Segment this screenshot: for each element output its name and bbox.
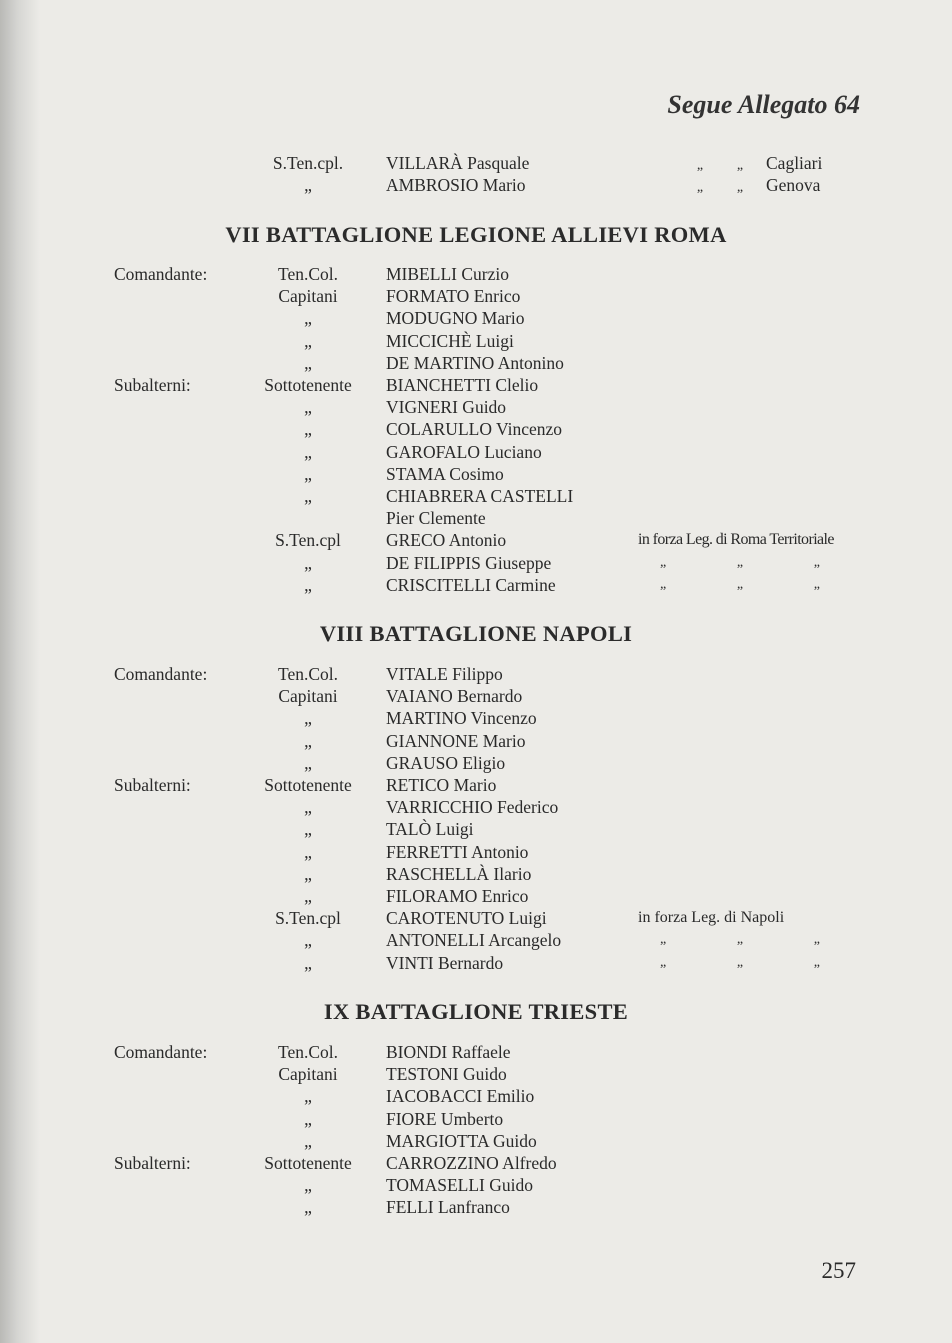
role-label: Comandante: [114,264,208,284]
ditto-mark: „ [813,955,820,970]
officer-name: DE FILIPPIS Giuseppe [386,553,552,573]
ditto-marks [660,574,820,596]
table-row [0,752,952,774]
ditto-mark: „ [813,577,820,592]
table-row [0,774,952,796]
rank: Sottotenente [264,1153,352,1173]
rank: „ [304,419,312,439]
rank: „ [304,1197,312,1217]
rank: „ [304,1109,312,1129]
table-row [0,730,952,752]
list-item [0,152,952,174]
table-row [0,863,952,885]
ditto-mark: „ [696,180,704,195]
page-header: Segue Allegato 64 [667,90,860,119]
city: Cagliari [766,153,823,173]
table-row [0,685,952,707]
table-row [0,1130,952,1152]
ditto-marks [660,952,820,974]
ditto-mark: „ [660,555,667,570]
officer-name: FILORAMO Enrico [386,886,529,906]
officer-name: FORMATO Enrico [386,286,521,306]
officer-name: CRISCITELLI Carmine [386,575,556,595]
officer-name: VILLARÀ Pasquale [386,153,530,173]
officer-name: STAMA Cosimo [386,464,504,484]
rank: Sottotenente [264,775,352,795]
officer-name: BIANCHETTI Clelio [386,375,539,395]
rank: „ [304,731,312,751]
rank: „ [304,753,312,773]
officer-name: MICCICHÈ Luigi [386,331,514,351]
rank: Capitani [278,1064,338,1084]
ditto-mark: „ [736,158,744,173]
officer-name: TOMASELLI Guido [386,1175,533,1195]
table-row [0,1174,952,1196]
table-row [0,529,952,551]
page-number: 257 [821,1258,856,1283]
rank: „ [304,397,312,417]
rank: „ [304,886,312,906]
table-row [0,463,952,485]
officer-name: CARROZZINO Alfredo [386,1153,557,1173]
officer-name: VITALE Filippo [386,664,503,684]
ditto-mark: „ [813,932,820,947]
ditto-mark: „ [736,555,744,570]
table-row [0,418,952,440]
rank: „ [304,708,312,728]
assignment-note: in forza Leg. di Roma Territoriale [638,531,834,548]
table-row [0,263,952,285]
officer-name: MARGIOTTA Guido [386,1131,537,1151]
officer-name: IACOBACCI Emilio [386,1086,535,1106]
rank: „ [304,464,312,484]
table-row [0,663,952,685]
officer-name: BIONDI Raffaele [386,1042,511,1062]
officer-name: VINTI Bernardo [386,953,504,973]
table-row [0,330,952,352]
rank: „ [304,442,312,462]
table-row [0,841,952,863]
table-row [0,374,952,396]
rank: Sottotenente [264,375,352,395]
table-row [0,1085,952,1107]
rank: „ [304,953,312,973]
table-row [0,929,952,951]
officer-name: TALÒ Luigi [386,819,474,839]
list-item [0,174,952,196]
section-heading: VIII BATTAGLIONE NAPOLI [319,621,633,646]
officer-name: GRECO Antonio [386,530,507,550]
rank: „ [304,864,312,884]
table-row [0,352,952,374]
officer-name: RETICO Mario [386,775,497,795]
ditto-marks [660,552,820,574]
table-row [0,574,952,596]
table-row [0,1041,952,1063]
assignment-note: in forza Leg. di Napoli [638,909,785,926]
officer-name: FERRETTI Antonio [386,842,529,862]
ditto-mark: „ [660,577,667,592]
ditto-mark: „ [736,955,744,970]
rank: „ [304,797,312,817]
officer-name: AMBROSIO Mario [386,175,526,195]
rank: „ [304,353,312,373]
rank: „ [304,842,312,862]
rank: Ten.Col. [277,664,339,684]
officer-name: FIORE Umberto [386,1109,504,1129]
table-row [0,707,952,729]
rank: „ [304,308,312,328]
rank: „ [304,1131,312,1151]
table-row [0,396,952,418]
table-row [0,1063,952,1085]
ditto-marks [660,929,820,951]
rank: S.Ten.cpl [275,530,341,550]
officer-name: VAIANO Bernardo [386,686,523,706]
ditto-mark: „ [736,180,744,195]
table-row [0,907,952,929]
role-label: Subalterni: [114,775,191,795]
city: Genova [766,175,821,195]
table-row [0,1152,952,1174]
section-heading: IX BATTAGLIONE TRIESTE [323,999,629,1024]
rank: „ [304,175,312,195]
officer-name: CHIABRERA CASTELLI [386,486,574,506]
rank: „ [304,1175,312,1195]
officer-name: MARTINO Vincenzo [386,708,537,728]
officer-name: Pier Clemente [386,508,486,528]
table-row [0,952,952,974]
rank: „ [304,486,312,506]
table-row [0,285,952,307]
ditto-mark: „ [696,158,704,173]
table-row [0,796,952,818]
ditto-mark: „ [813,555,820,570]
rank: Capitani [278,286,338,306]
rank: S.Ten.cpl [275,908,341,928]
ditto-mark: „ [660,955,667,970]
table-row [0,885,952,907]
rank: Capitani [278,686,338,706]
officer-name: GRAUSO Eligio [386,753,506,773]
table-row [0,1108,952,1130]
table-row [0,485,952,507]
officer-name: CAROTENUTO Luigi [386,908,547,928]
rank: Ten.Col. [277,1042,339,1062]
role-label: Subalterni: [114,375,191,395]
officer-name: MODUGNO Mario [386,308,525,328]
table-row [0,441,952,463]
officer-name: GIANNONE Mario [386,731,526,751]
rank: Ten.Col. [277,264,339,284]
rank: „ [304,575,312,595]
rank: „ [304,819,312,839]
table-row [0,307,952,329]
table-row [0,818,952,840]
rank: „ [304,331,312,351]
officer-name: FELLI Lanfranco [386,1197,510,1217]
ditto-mark: „ [736,577,744,592]
rank: „ [304,553,312,573]
role-label: Subalterni: [114,1153,191,1173]
table-row [0,1196,952,1218]
section-heading: VII BATTAGLIONE LEGIONE ALLIEVI ROMA [225,222,727,247]
role-label: Comandante: [114,1042,208,1062]
officer-name: RASCHELLÀ Ilario [386,864,532,884]
officer-name: COLARULLO Vincenzo [386,419,563,439]
rank: „ [304,1086,312,1106]
officer-name: VIGNERI Guido [386,397,507,417]
officer-name: DE MARTINO Antonino [386,353,564,373]
rank: „ [304,930,312,950]
ditto-mark: „ [736,932,744,947]
role-label: Comandante: [114,664,208,684]
rank: S.Ten.cpl. [272,153,344,173]
ditto-mark: „ [660,932,667,947]
officer-name: VARRICCHIO Federico [386,797,559,817]
table-row [0,552,952,574]
officer-name: GAROFALO Luciano [386,442,542,462]
officer-name: TESTONI Guido [386,1064,507,1084]
officer-name: MIBELLI Curzio [386,264,509,284]
officer-name: ANTONELLI Arcangelo [386,930,562,950]
table-row [0,507,952,529]
